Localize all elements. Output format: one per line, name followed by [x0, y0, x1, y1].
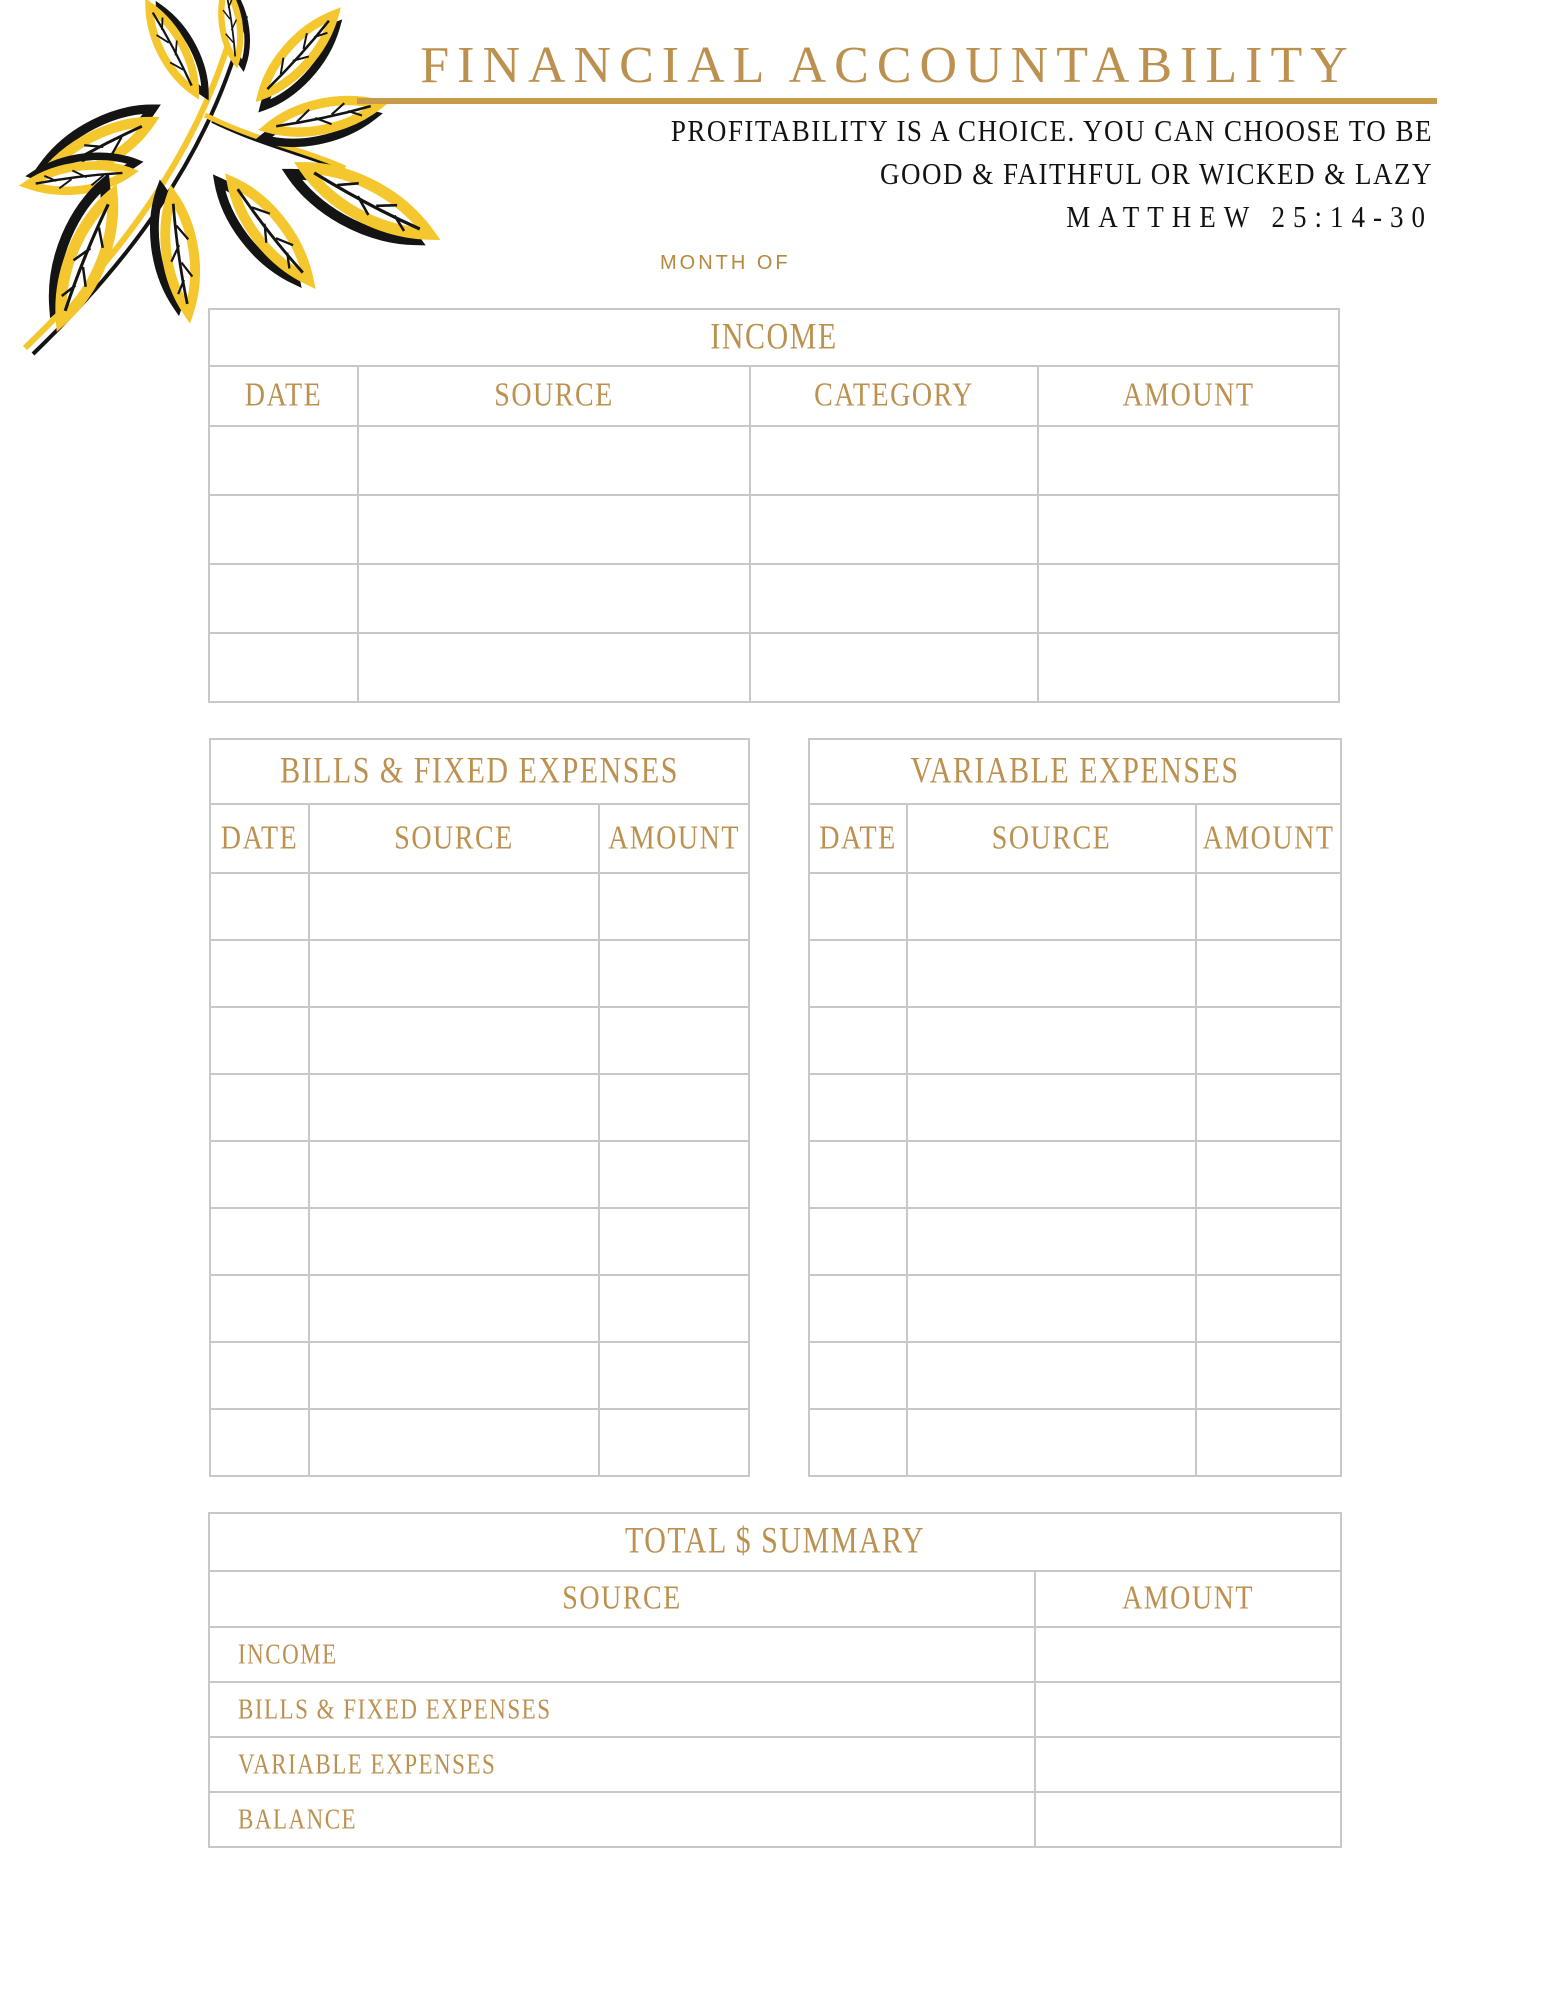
empty-row — [210, 1409, 749, 1476]
empty-cell[interactable] — [1038, 426, 1339, 495]
empty-cell[interactable] — [209, 426, 358, 495]
summary-title-row — [209, 1513, 1341, 1571]
summary-col-source: SOURCE — [209, 1571, 1035, 1627]
empty-row — [809, 1409, 1341, 1476]
empty-cell[interactable] — [750, 564, 1038, 633]
empty-cell[interactable] — [599, 1342, 749, 1409]
empty-row — [210, 1141, 749, 1208]
empty-cell[interactable] — [599, 1275, 749, 1342]
empty-cell[interactable] — [1196, 873, 1341, 940]
empty-cell[interactable] — [1196, 1141, 1341, 1208]
empty-cell[interactable] — [209, 633, 358, 702]
subtitle-line-1: PROFITABILITY IS A CHOICE. YOU CAN CHOOSE TO BE — [670, 113, 1433, 148]
summary-row — [209, 1792, 1341, 1847]
empty-cell[interactable] — [210, 1275, 309, 1342]
empty-cell[interactable] — [309, 1275, 599, 1342]
bills-table-title: BILLS & FIXED EXPENSES — [210, 739, 749, 804]
empty-cell[interactable] — [809, 1275, 907, 1342]
empty-cell[interactable] — [309, 873, 599, 940]
empty-row — [210, 1275, 749, 1342]
empty-cell[interactable] — [1196, 1007, 1341, 1074]
empty-cell[interactable] — [907, 1409, 1196, 1476]
empty-cell[interactable] — [907, 1074, 1196, 1141]
empty-cell[interactable] — [210, 873, 309, 940]
empty-row — [809, 940, 1341, 1007]
empty-cell[interactable] — [358, 495, 750, 564]
empty-cell[interactable] — [907, 1342, 1196, 1409]
empty-cell[interactable] — [1038, 564, 1339, 633]
page-title: FINANCIAL ACCOUNTABILITY — [420, 37, 1356, 94]
empty-cell[interactable] — [599, 873, 749, 940]
income-col-category: CATEGORY — [750, 366, 1038, 426]
empty-cell[interactable] — [1196, 1275, 1341, 1342]
summary-row-label: BALANCE — [209, 1792, 1035, 1847]
empty-cell[interactable] — [309, 1141, 599, 1208]
subtitle — [671, 110, 1433, 239]
empty-cell[interactable] — [210, 1141, 309, 1208]
empty-cell[interactable] — [809, 1342, 907, 1409]
summary-row-label: VARIABLE EXPENSES — [209, 1737, 1035, 1792]
empty-cell[interactable] — [907, 873, 1196, 940]
scripture-reference: MATTHEW 25:14-30 — [1066, 199, 1433, 234]
bills-fixed-expenses-table — [209, 738, 750, 1477]
empty-cell[interactable] — [599, 1007, 749, 1074]
income-col-source: SOURCE — [358, 366, 750, 426]
empty-cell[interactable] — [210, 1007, 309, 1074]
empty-cell[interactable] — [907, 1275, 1196, 1342]
empty-cell[interactable] — [1196, 1342, 1341, 1409]
empty-cell[interactable] — [599, 1141, 749, 1208]
empty-row — [209, 564, 1339, 633]
empty-cell[interactable] — [809, 1074, 907, 1141]
empty-cell[interactable] — [1038, 495, 1339, 564]
empty-cell[interactable] — [358, 633, 750, 702]
income-col-amount: AMOUNT — [1038, 366, 1339, 426]
summary-table-title: TOTAL $ SUMMARY — [209, 1513, 1341, 1571]
empty-row — [809, 1074, 1341, 1141]
summary-row-label: BILLS & FIXED EXPENSES — [209, 1682, 1035, 1737]
empty-row — [210, 1342, 749, 1409]
bills-col-amount: AMOUNT — [599, 804, 749, 873]
empty-cell[interactable] — [1196, 940, 1341, 1007]
empty-cell[interactable] — [599, 1208, 749, 1275]
empty-cell[interactable] — [209, 495, 358, 564]
income-table — [208, 308, 1340, 703]
empty-row — [809, 873, 1341, 940]
empty-row — [209, 633, 1339, 702]
empty-row — [210, 940, 749, 1007]
summary-row — [209, 1737, 1341, 1792]
empty-cell[interactable] — [210, 1409, 309, 1476]
empty-cell[interactable] — [1196, 1409, 1341, 1476]
empty-cell[interactable] — [599, 1409, 749, 1476]
bills-header-row — [210, 804, 749, 873]
variable-col-source: SOURCE — [907, 804, 1196, 873]
empty-cell[interactable] — [210, 1074, 309, 1141]
summary-row — [209, 1627, 1341, 1682]
empty-cell[interactable] — [309, 1007, 599, 1074]
empty-cell[interactable] — [809, 1007, 907, 1074]
empty-cell[interactable] — [599, 1074, 749, 1141]
income-col-date: DATE — [209, 366, 358, 426]
variable-col-date: DATE — [809, 804, 907, 873]
summary-row-label: INCOME — [209, 1627, 1035, 1682]
empty-cell[interactable] — [210, 940, 309, 1007]
empty-cell[interactable] — [809, 1409, 907, 1476]
empty-cell[interactable] — [750, 495, 1038, 564]
income-title-row — [209, 309, 1339, 366]
income-header-row — [209, 366, 1339, 426]
summary-amount-cell[interactable] — [1035, 1737, 1341, 1792]
empty-cell[interactable] — [358, 564, 750, 633]
summary-amount-cell[interactable] — [1035, 1682, 1341, 1737]
total-summary-table — [208, 1512, 1342, 1848]
empty-row — [809, 1275, 1341, 1342]
empty-cell[interactable] — [809, 1141, 907, 1208]
variable-title-row — [809, 739, 1341, 804]
empty-cell[interactable] — [907, 1007, 1196, 1074]
title-underline — [357, 98, 1437, 104]
summary-row — [209, 1682, 1341, 1737]
bills-col-source: SOURCE — [309, 804, 599, 873]
summary-header-row — [209, 1571, 1341, 1627]
variable-col-amount: AMOUNT — [1196, 804, 1341, 873]
empty-cell[interactable] — [907, 1208, 1196, 1275]
empty-cell[interactable] — [1196, 1208, 1341, 1275]
empty-cell[interactable] — [309, 1074, 599, 1141]
empty-cell[interactable] — [809, 1208, 907, 1275]
empty-cell[interactable] — [210, 1342, 309, 1409]
empty-cell[interactable] — [599, 940, 749, 1007]
empty-cell[interactable] — [209, 564, 358, 633]
empty-cell[interactable] — [750, 633, 1038, 702]
empty-row — [210, 1074, 749, 1141]
empty-cell[interactable] — [210, 1208, 309, 1275]
variable-table-title: VARIABLE EXPENSES — [809, 739, 1341, 804]
empty-cell[interactable] — [358, 426, 750, 495]
summary-col-amount: AMOUNT — [1035, 1571, 1341, 1627]
empty-cell[interactable] — [1038, 633, 1339, 702]
variable-header-row — [809, 804, 1341, 873]
summary-amount-cell[interactable] — [1035, 1627, 1341, 1682]
empty-row — [209, 426, 1339, 495]
income-table-title: INCOME — [209, 309, 1339, 366]
variable-expenses-table — [808, 738, 1342, 1477]
empty-row — [210, 873, 749, 940]
empty-row — [210, 1007, 749, 1074]
empty-cell[interactable] — [1196, 1074, 1341, 1141]
empty-row — [809, 1208, 1341, 1275]
bills-title-row — [210, 739, 749, 804]
empty-row — [809, 1007, 1341, 1074]
empty-cell[interactable] — [907, 940, 1196, 1007]
bills-col-date: DATE — [210, 804, 309, 873]
month-of-label: MONTH OF — [660, 252, 791, 274]
empty-cell[interactable] — [309, 1342, 599, 1409]
empty-row — [209, 495, 1339, 564]
empty-row — [210, 1208, 749, 1275]
empty-cell[interactable] — [309, 1409, 599, 1476]
empty-row — [809, 1342, 1341, 1409]
empty-cell[interactable] — [907, 1141, 1196, 1208]
empty-cell[interactable] — [809, 873, 907, 940]
empty-cell[interactable] — [750, 426, 1038, 495]
empty-cell[interactable] — [309, 1208, 599, 1275]
subtitle-line-2: GOOD & FAITHFUL OR WICKED & LAZY — [880, 156, 1433, 191]
empty-cell[interactable] — [309, 940, 599, 1007]
empty-cell[interactable] — [809, 940, 907, 1007]
summary-amount-cell[interactable] — [1035, 1792, 1341, 1847]
empty-row — [809, 1141, 1341, 1208]
